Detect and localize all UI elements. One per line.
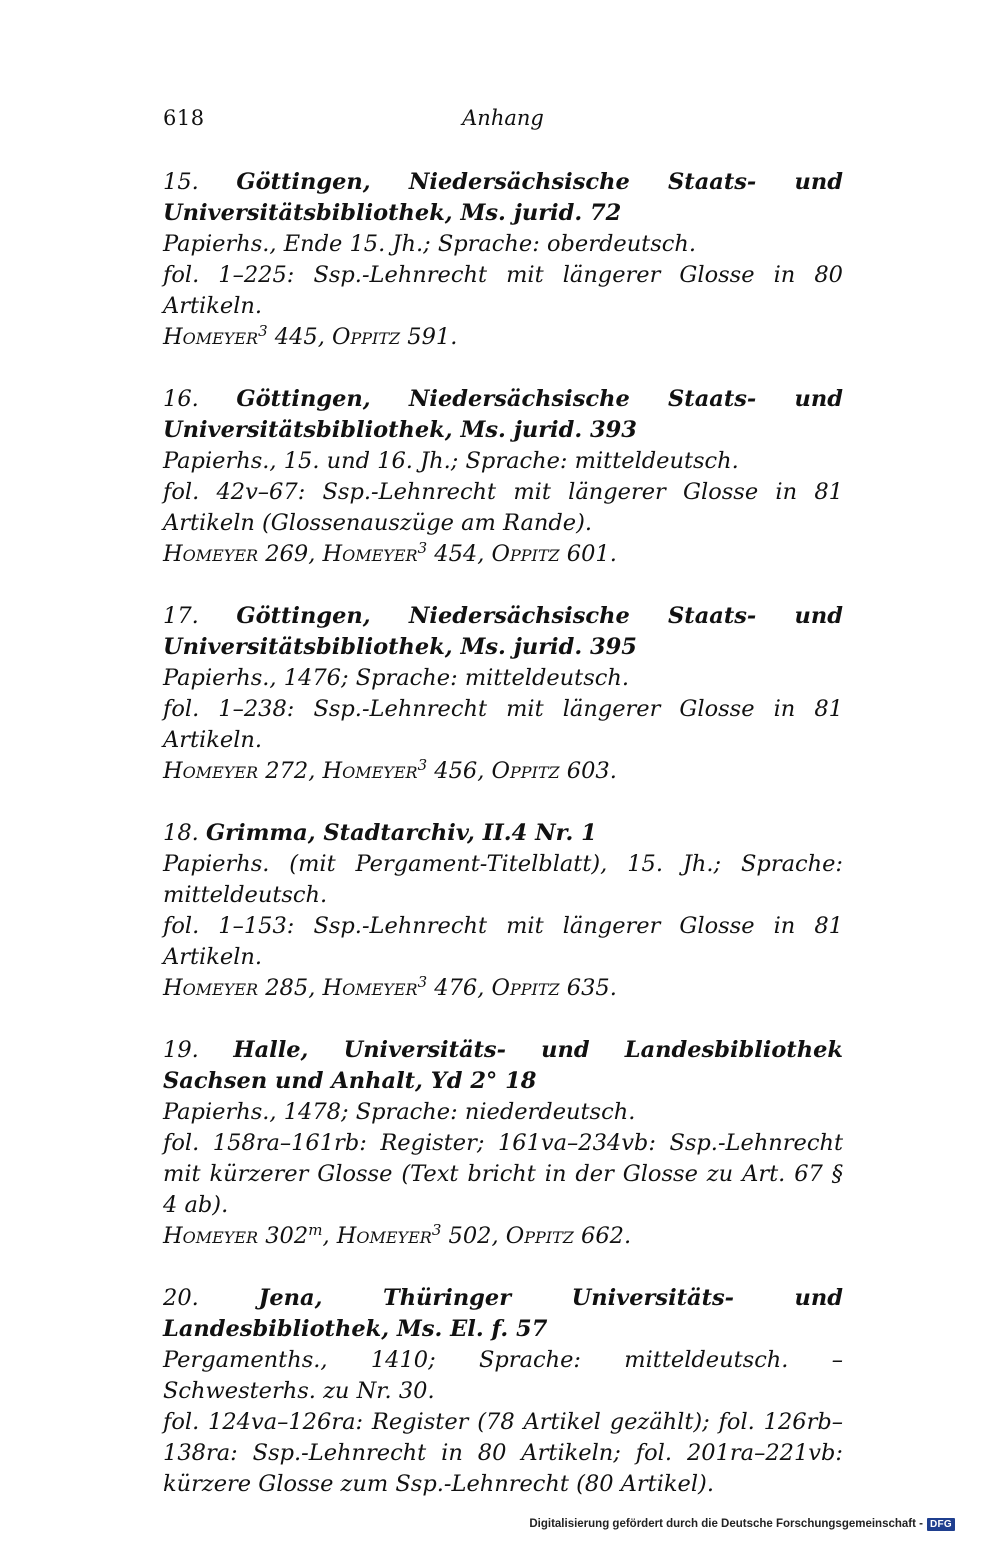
ref-text: 591.	[400, 324, 458, 350]
ref-text: 456,	[427, 758, 492, 784]
ref-text: 601.	[559, 541, 617, 567]
manuscript-entry	[163, 1035, 843, 1252]
entry-title	[163, 818, 843, 849]
entry-contents: fol. 1–225: Ssp.-Lehnrecht mit längerer Glosse in 80 Artikeln.	[163, 262, 843, 319]
ref-text: 635.	[559, 975, 617, 1001]
entry-references	[163, 973, 843, 1004]
ref-text: 285,	[258, 975, 323, 1001]
ref-text: 502,	[441, 1223, 506, 1249]
ref-author: Homeyer	[322, 975, 418, 1001]
ref-text: 269,	[258, 541, 323, 567]
ref-author: Homeyer	[163, 975, 259, 1001]
entry-contents: fol. 124va–126ra: Register (78 Artikel gezählt); fol. 126rb–138ra: Ssp.-Lehnrecht in 80 Artikeln; fol. 201ra–221vb: kürzere Glosse zum Ssp.-Lehnrecht (80 Artikel).	[163, 1409, 843, 1497]
ref-text: 302	[258, 1223, 309, 1249]
body-text	[163, 167, 843, 1531]
entry-number: 15.	[163, 169, 199, 195]
entry-heading: Göttingen, Niedersächsische Staats- und Universitätsbibliothek, Ms. jurid. 395	[163, 603, 843, 660]
ref-text: 454,	[427, 541, 492, 567]
entry-material: Papierhs., Ende 15. Jh.; Sprache: oberdeutsch.	[163, 231, 697, 257]
entry-number: 16.	[163, 386, 199, 412]
entry-heading: Jena, Thüringer Universitäts- und Landesbibliothek, Ms. El. f. 57	[163, 1285, 843, 1342]
entry-number: 20.	[163, 1285, 199, 1311]
entry-references	[163, 322, 843, 353]
ref-author: Homeyer	[163, 758, 259, 784]
ref-sup: 3	[431, 1221, 442, 1239]
entry-title	[163, 601, 843, 663]
manuscript-entry	[163, 818, 843, 1004]
entry-contents: fol. 1–153: Ssp.-Lehnrecht mit längerer Glosse in 81 Artikeln.	[163, 913, 843, 970]
ref-author: Oppitz	[332, 324, 401, 350]
ref-text: 272,	[258, 758, 323, 784]
entry-contents: fol. 158ra–161rb: Register; 161va–234vb: Ssp.-Lehnrecht mit kürzerer Glosse (Text bricht in der Glosse zu Art. 67 § 4 ab).	[163, 1130, 843, 1218]
entry-material: Papierhs., 1476; Sprache: mitteldeutsch.	[163, 665, 629, 691]
page-number: 618	[163, 106, 205, 130]
entry-material: Pergamenths., 1410; Sprache: mitteldeutsch. – Schwesterhs. zu Nr. 30.	[163, 1347, 843, 1404]
ref-text: 445,	[267, 324, 333, 350]
ref-sup: 3	[417, 973, 428, 991]
entry-references	[163, 539, 843, 570]
ref-sup: 3	[417, 539, 428, 557]
ref-text: 662.	[573, 1223, 632, 1249]
ref-author: Homeyer	[322, 758, 418, 784]
manuscript-entry	[163, 601, 843, 787]
page-header	[163, 106, 843, 138]
ref-author: Oppitz	[505, 1223, 574, 1249]
entry-title	[163, 167, 843, 229]
entry-material: Papierhs., 15. und 16. Jh.; Sprache: mitteldeutsch.	[163, 448, 739, 474]
entry-contents: fol. 42v–67: Ssp.-Lehnrecht mit längerer Glosse in 81 Artikeln (Glossenauszüge am Rande).	[163, 479, 843, 536]
entry-material: Papierhs., 1478; Sprache: niederdeutsch.	[163, 1099, 636, 1125]
ref-author: Oppitz	[491, 541, 560, 567]
entry-number: 17.	[163, 603, 199, 629]
entry-references	[163, 1221, 843, 1252]
entry-heading: Göttingen, Niedersächsische Staats- und Universitätsbibliothek, Ms. jurid. 393	[163, 386, 843, 443]
manuscript-entry	[163, 1283, 843, 1500]
ref-sup: m	[308, 1221, 323, 1239]
entry-heading: Halle, Universitäts- und Landesbibliothek Sachsen und Anhalt, Yd 2° 18	[163, 1037, 843, 1094]
ref-text: 476,	[427, 975, 492, 1001]
ref-sup: 3	[417, 756, 428, 774]
ref-author: Oppitz	[491, 975, 560, 1001]
manuscript-entry	[163, 167, 843, 353]
ref-author: Homeyer	[336, 1223, 432, 1249]
running-head: Anhang	[462, 106, 544, 130]
entry-references	[163, 756, 843, 787]
footer-credit	[529, 1514, 955, 1534]
ref-author: Oppitz	[491, 758, 560, 784]
ref-text: ,	[322, 1223, 337, 1249]
entry-title	[163, 1035, 843, 1097]
entry-number: 19.	[163, 1037, 199, 1063]
manuscript-entry	[163, 384, 843, 570]
ref-author: Homeyer	[163, 541, 259, 567]
entry-heading: Göttingen, Niedersächsische Staats- und Universitätsbibliothek, Ms. jurid. 72	[163, 169, 843, 226]
entry-title	[163, 1283, 843, 1345]
entry-title	[163, 384, 843, 446]
entry-material: Papierhs. (mit Pergament-Titelblatt), 15. Jh.; Sprache: mitteldeutsch.	[163, 851, 843, 908]
entry-heading: Grimma, Stadtarchiv, II.4 Nr. 1	[205, 820, 597, 846]
entry-contents: fol. 1–238: Ssp.-Lehnrecht mit längerer Glosse in 81 Artikeln.	[163, 696, 843, 753]
credit-text: Digitalisierung gefördert durch die Deutsche Forschungsgemeinschaft -	[529, 1518, 923, 1530]
ref-author: Homeyer	[163, 1223, 259, 1249]
ref-author: Homeyer	[163, 324, 259, 350]
ref-text: 603.	[559, 758, 617, 784]
ref-sup: 3	[258, 322, 268, 340]
dfg-logo-icon: DFG	[927, 1518, 955, 1531]
ref-author: Homeyer	[322, 541, 418, 567]
entry-number: 18.	[163, 820, 199, 846]
